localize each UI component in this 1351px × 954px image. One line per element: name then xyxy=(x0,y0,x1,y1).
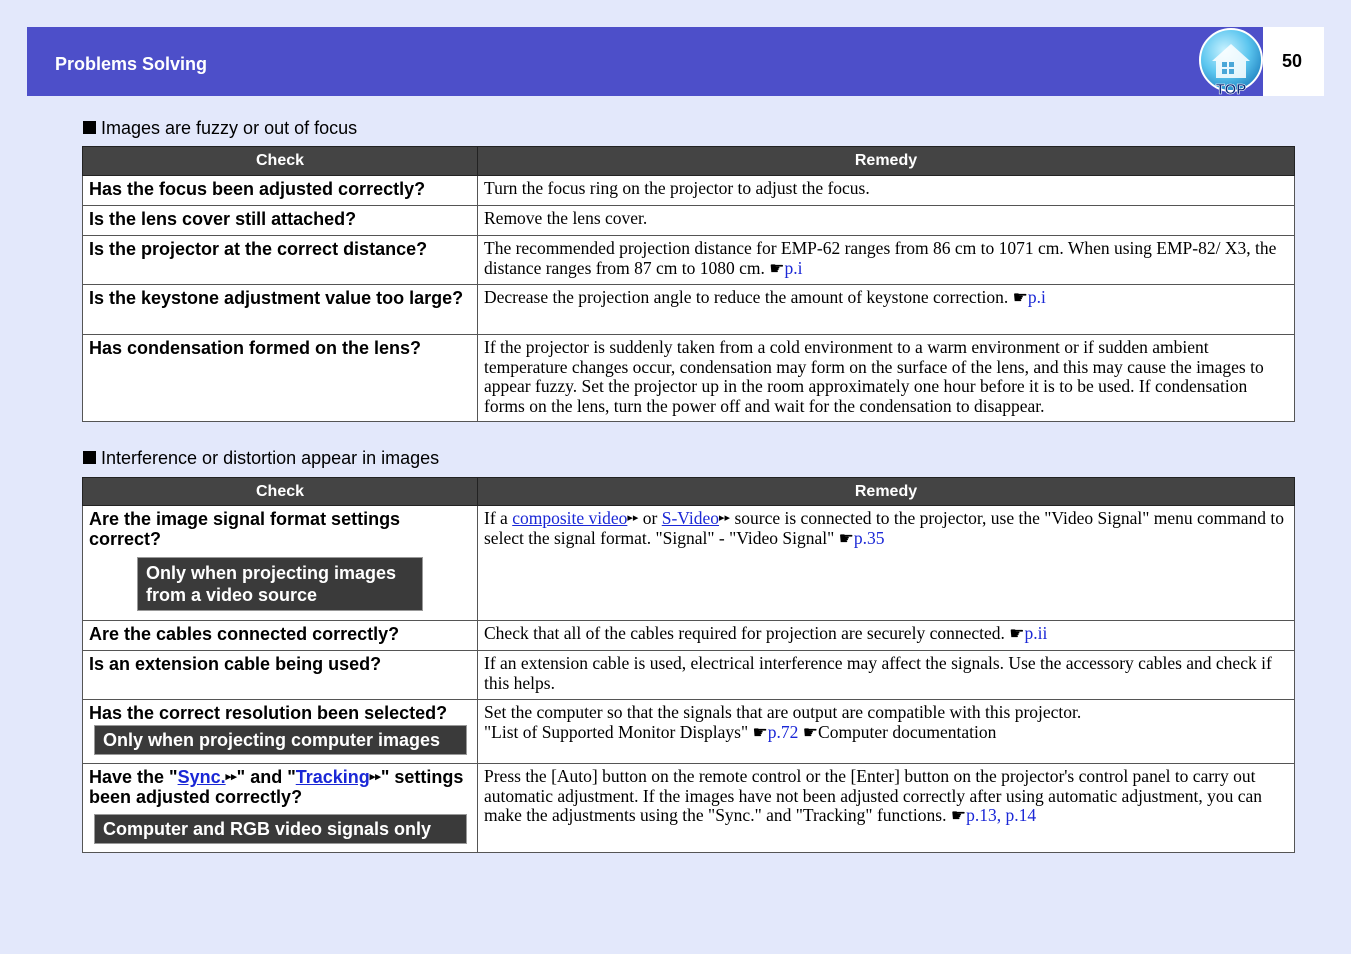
glossary-arrow-icon: ▸▸ xyxy=(369,771,381,783)
remedy-cell: If an extension cable is used, electrical interference may affect the signals. Use the accessory cables and check if this helps. xyxy=(478,651,1295,700)
condition-badge: Computer and RGB video signals only xyxy=(94,814,467,844)
remedy-text: or xyxy=(642,508,658,528)
header-bar xyxy=(27,27,1263,96)
table-row xyxy=(83,506,1295,621)
table-header-row xyxy=(83,478,1295,506)
page-ref-link[interactable]: p.i xyxy=(784,257,803,278)
section-title-text: Interference or distortion appear in images xyxy=(101,448,440,468)
pointer-hand-icon: ☛ xyxy=(950,806,967,825)
page-ref-link[interactable]: p.ii xyxy=(1024,623,1048,643)
page-ref-link[interactable]: p.35 xyxy=(853,527,885,548)
pointer-hand-icon: ☛ xyxy=(1012,288,1028,307)
check-cell: Is the keystone adjustment value too large? xyxy=(83,285,478,335)
check-cell: Has the focus been adjusted correctly? xyxy=(83,176,478,206)
column-header-check: Check xyxy=(83,478,478,506)
check-text: " settings been adjusted correctly? xyxy=(89,767,464,807)
glossary-link-sync[interactable]: Sync. xyxy=(177,767,226,787)
glossary-arrow-icon: ▸▸ xyxy=(627,512,639,524)
page-ref-link[interactable]: p.i xyxy=(1027,287,1046,307)
page-ref-link[interactable]: p.13 xyxy=(966,805,997,825)
check-cell xyxy=(83,764,478,853)
glossary-link-tracking[interactable]: Tracking xyxy=(295,767,370,787)
ref-separator: , xyxy=(996,805,1002,825)
pointer-hand-icon: ☛ xyxy=(1009,624,1025,643)
remedy-cell: Turn the focus ring on the projector to adjust the focus. xyxy=(478,176,1295,206)
check-text: Are the image signal format settings correct? xyxy=(89,509,401,549)
remedy-cell xyxy=(478,506,1295,621)
column-header-check: Check xyxy=(83,147,478,176)
pointer-hand-icon: ☛ xyxy=(769,258,785,278)
remedy-text: Check that all of the cables required for projection are securely connected. xyxy=(484,623,1005,643)
glossary-arrow-icon: ▸▸ xyxy=(719,512,731,524)
glossary-link-s-video[interactable]: S-Video xyxy=(661,508,720,528)
remedy-cell xyxy=(478,236,1295,285)
column-header-remedy: Remedy xyxy=(478,478,1295,506)
remedy-text: If a xyxy=(484,508,508,528)
check-text: Have the " xyxy=(89,767,178,787)
section-title-text: Images are fuzzy or out of focus xyxy=(101,118,358,138)
remedy-text: The recommended projection distance for EMP-62 ranges from 86 cm to 1071 cm. When using EMP-82/ X3, the distance ranges from 87 cm to 1080 cm. xyxy=(484,238,1277,278)
remedy-cell xyxy=(478,621,1295,651)
check-cell: Is the lens cover still attached? xyxy=(83,206,478,236)
remedy-cell xyxy=(478,700,1295,764)
check-cell xyxy=(83,506,478,621)
check-cell: Is the projector at the correct distance? xyxy=(83,236,478,285)
pointer-hand-icon: ☛ xyxy=(752,722,768,742)
page-number-box xyxy=(1263,27,1324,96)
remedy-text: "List of Supported Monitor Displays" xyxy=(484,721,749,742)
table-row xyxy=(83,176,1295,206)
condition-badge: Only when projecting computer images xyxy=(94,725,467,755)
square-bullet-icon xyxy=(83,451,96,464)
check-text: Has the correct resolution been selected? xyxy=(89,703,448,723)
check-cell: Is an extension cable being used? xyxy=(83,651,478,700)
remedy-text: source is connected to the projector, use the "Video Signal" menu command to select the signal format. "Signal" - "Video Signal" xyxy=(484,508,1284,548)
remedy-cell: If the projector is suddenly taken from a cold environment to a warm environment or if sudden ambient temperature changes occur, condensation may form on the surface of the lens, and this may cause the images to appear fuzzy. Set the projector up in the room approximately one hour before it is to be used. If condensation forms on the lens, turn the power off and wait for the condensation to disappear. xyxy=(478,335,1295,422)
check-cell xyxy=(83,700,478,764)
remedy-text: Press the [Auto] button on the remote control or the [Enter] button on the projector's control panel to carry out automatic adjustment. If the images have not been adjusted correctly after using automatic adjustment, you can make the adjustments using the "Sync." and "Tracking" functions. xyxy=(484,766,1263,825)
column-header-remedy: Remedy xyxy=(478,147,1295,176)
page-ref-link[interactable]: p.72 xyxy=(767,721,799,742)
remedy-text: Computer documentation xyxy=(818,721,997,742)
glossary-link-composite-video[interactable]: composite video xyxy=(512,508,628,528)
table-row xyxy=(83,285,1295,335)
remedy-cell xyxy=(478,285,1295,335)
interference-table xyxy=(82,477,1295,853)
section-title-interference xyxy=(83,448,439,469)
remedy-text: Set the computer so that the signals that are output are compatible with this projector. xyxy=(484,702,1082,722)
section-title-fuzzy xyxy=(83,118,357,139)
table-row xyxy=(83,651,1295,700)
square-bullet-icon xyxy=(83,121,96,134)
top-house-icon xyxy=(1198,28,1264,96)
glossary-arrow-icon: ▸▸ xyxy=(225,771,237,783)
page-ref-link[interactable]: p.14 xyxy=(1005,805,1037,825)
top-button-label: TOP xyxy=(1215,81,1247,96)
remedy-text: Decrease the projection angle to reduce the amount of keystone correction. xyxy=(484,287,1009,307)
header-title: Problems Solving xyxy=(55,54,208,74)
table-header-row xyxy=(83,147,1295,176)
fuzzy-table xyxy=(82,146,1295,422)
table-row xyxy=(83,764,1295,853)
pointer-hand-icon: ☛ xyxy=(838,528,854,548)
check-cell: Are the cables connected correctly? xyxy=(83,621,478,651)
page-number: 50 xyxy=(1281,51,1303,71)
check-cell: Has condensation formed on the lens? xyxy=(83,335,478,422)
check-text: " and " xyxy=(236,767,296,787)
condition-badge: Only when projecting images from a video source xyxy=(137,557,423,611)
table-row xyxy=(83,236,1295,285)
remedy-cell xyxy=(478,764,1295,853)
pointer-hand-icon: ☛ xyxy=(802,722,819,742)
table-row xyxy=(83,206,1295,236)
table-row xyxy=(83,700,1295,764)
table-row xyxy=(83,621,1295,651)
table-row xyxy=(83,335,1295,422)
remedy-cell: Remove the lens cover. xyxy=(478,206,1295,236)
top-button[interactable] xyxy=(1198,28,1264,96)
